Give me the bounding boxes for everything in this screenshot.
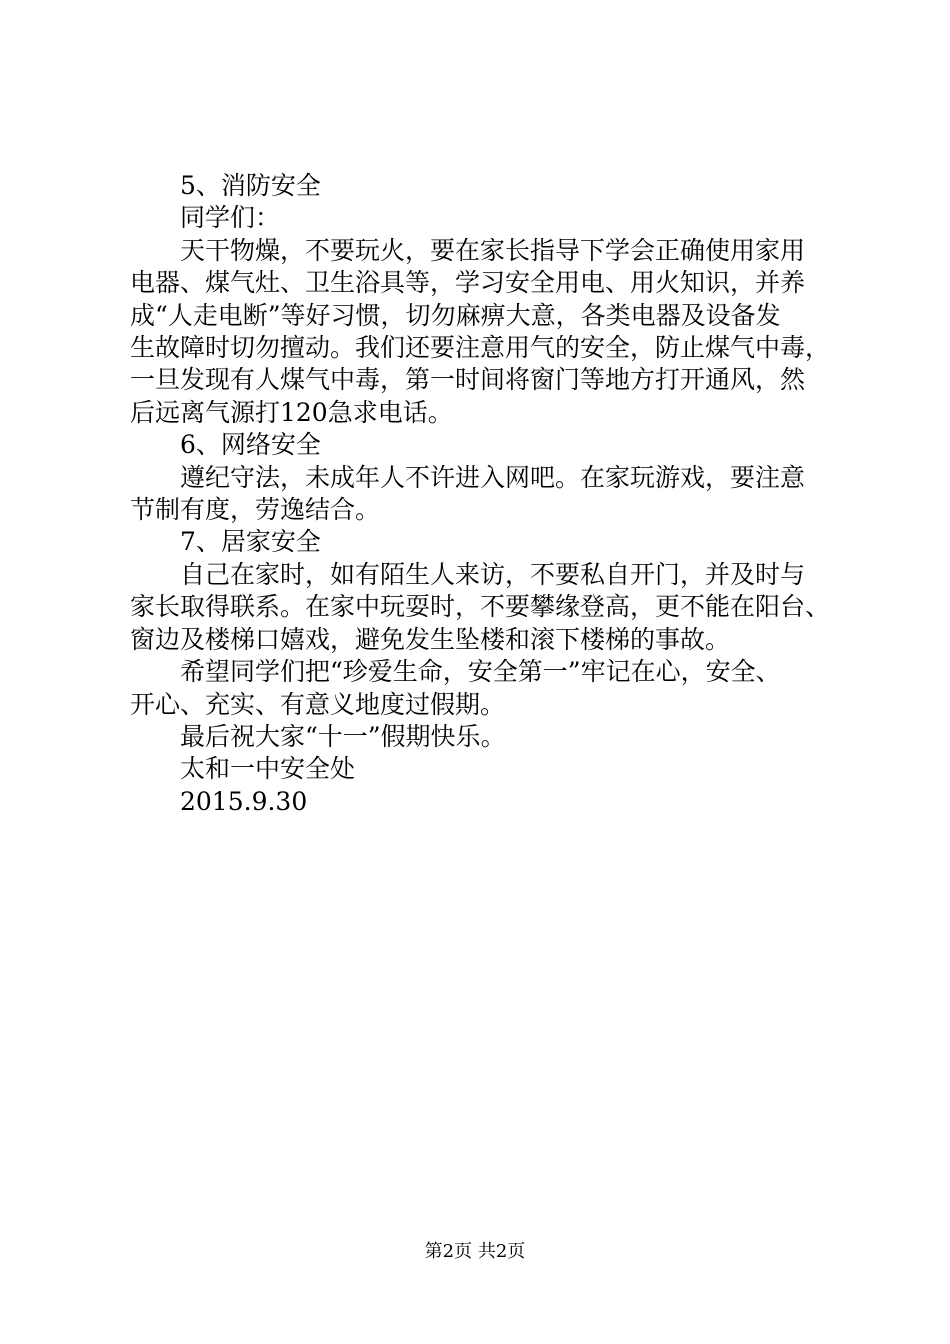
- paragraph-line: 成“人走电断”等好习惯，切勿麻痹大意，各类电器及设备发: [130, 300, 781, 330]
- paragraph-line: 生故障时切勿擅动。我们还要注意用气的安全，防止煤气中毒，: [130, 333, 831, 363]
- date: 2015.9.30: [180, 786, 308, 816]
- paragraph-line: 节制有度，劳逸结合。: [130, 495, 381, 525]
- closing-line: 希望同学们把“珍爱生命，安全第一”牢记在心，安全、: [180, 657, 781, 687]
- closing-wish: 最后祝大家“十一”假期快乐。: [180, 721, 506, 751]
- paragraph-line: 自己在家时，如有陌生人来访，不要私自开门，并及时与: [180, 559, 806, 589]
- section-heading-fire-safety: 5、消防安全: [180, 171, 321, 200]
- document-body: [130, 170, 830, 818]
- paragraph-line: 窗边及楼梯口嬉戏，避免发生坠楼和滚下楼梯的事故。: [130, 624, 731, 654]
- section-heading-network-safety: 6、网络安全: [180, 430, 321, 460]
- salutation: 同学们：: [180, 203, 281, 233]
- page-number-footer: 第2页 共2页: [424, 1241, 526, 1262]
- section-heading-home-safety: 7、居家安全: [180, 527, 321, 557]
- paragraph-line: 一旦发现有人煤气中毒，第一时间将窗门等地方打开通风，然: [130, 365, 806, 395]
- paragraph-line: 电器、煤气灶、卫生浴具等，学习安全用电、用火知识，并养: [130, 268, 806, 298]
- signature: 太和一中安全处: [180, 754, 356, 784]
- paragraph-line: 遵纪守法，未成年人不许进入网吧。在家玩游戏，要注意: [180, 462, 806, 492]
- paragraph-line: 后远离气源打120急求电话。: [130, 397, 453, 427]
- paragraph-line: 天干物燥，不要玩火，要在家长指导下学会正确使用家用: [180, 235, 806, 265]
- closing-line: 开心、充实、有意义地度过假期。: [130, 689, 506, 719]
- paragraph-line: 家长取得联系。在家中玩耍时，不要攀缘登高，更不能在阳台、: [130, 592, 831, 622]
